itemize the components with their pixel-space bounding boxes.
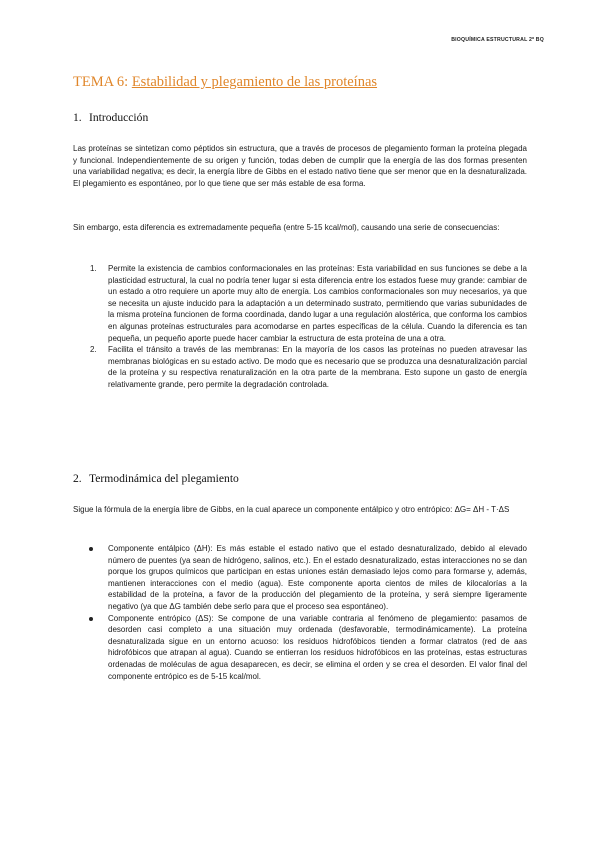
- section-1-title: Introducción: [89, 111, 149, 124]
- list-item-text: Componente entálpico (ΔH): Es más estable el estado nativo que el estado desnaturalizado, debido al elevado número de puentes (ya sean de hidrógeno, salinos, etc.). En el estado desnaturalizado, estas interacciones no se dan porque los grupos químicos que participan en estas uniones están demasiado lejos como para formarse y, además, mantienen interacciones con el medio (agua). Este componente aporta cientos de miles de kilocalorías a la estabilidad de la proteína, a favor de la producción del plegamiento de la proteína, y será siempre ligeramente negativo (ya que ΔG también debe serlo para que el proceso sea espontáneo).: [108, 544, 527, 611]
- list-item: [73, 344, 527, 390]
- section-2-paragraph-1: Sigue la fórmula de la energía libre de Gibbs, en la cual aparece un componente entálpico y otro entrópico: ΔG= ΔH - T·ΔS: [73, 505, 510, 514]
- components-list: [73, 543, 527, 682]
- list-item: [73, 543, 527, 613]
- section-1-number: 1.: [73, 111, 82, 124]
- list-item-text: Facilita el tránsito a través de las membranas: En la mayoría de los casos las proteínas no pueden atravesar las membranas biológicas en su estado activo. De modo que es necesario que se produzca una desnaturalización parcial de la proteína y su respectiva renaturalización en la otra parte de la membrana. Esto supone un gasto de energía relativamente grande, pero permite la degradación controlada.: [108, 345, 527, 389]
- page-title: [73, 74, 377, 91]
- consequences-list: [73, 263, 527, 391]
- title-topic: Estabilidad y plegamiento de las proteínas: [131, 74, 378, 90]
- list-item: [73, 263, 527, 344]
- section-1-paragraph-1: Las proteínas se sintetizan como péptidos sin estructura, que a través de procesos de plegamiento forman la proteína plegada y funcional. Independientemente de su origen y función, todas deben de cumplir que la energía de las dos formas presenten una variabilidad negativa; es decir, la energía libre de Gibbs en el estado nativo tiene que ser menor que en la desnaturalizada. El plegamiento es espontáneo, por lo que tiene que ser más estable de esa forma.: [73, 144, 527, 188]
- title-prefix: TEMA 6:: [73, 74, 129, 90]
- list-item-text: Permite la existencia de cambios conformacionales en las proteínas: Esta variabilidad en sus funciones se debe a la plasticidad estructural, la cual no podría tener lugar si esta diferencia entre los estados fuese muy grande: cambiar de un estado a otro requiere un aporte muy alto de energía. Los cambios conformacionales son muy necesarios, ya que se necesita un ajuste inducido para la adaptación a un determinado sustrato, permitiendo que varias subunidades de la misma proteína funcionen de forma coordinada, dando lugar a una regulación alostérica, que conforma los cambios en algunas proteínas estructurales para acomodarse en partes específicas de la célula. Cuando la diferencia es tan pequeña, un pequeño aporte puede hacer cambiar la estructura de esta proteína de una a otra.: [108, 264, 527, 343]
- section-2-number: 2.: [73, 472, 82, 485]
- section-1-paragraph-2: Sin embargo, esta diferencia es extremadamente pequeña (entre 5-15 kcal/mol), causando una serie de consecuencias:: [73, 223, 500, 232]
- list-item-number: 2.: [90, 345, 97, 355]
- bullet-icon: [89, 547, 93, 551]
- list-item: [73, 613, 527, 683]
- course-header: BIOQUÍMICA ESTRUCTURAL 2º BQ: [451, 37, 544, 43]
- bullet-icon: [89, 617, 93, 621]
- section-2-title: Termodinámica del plegamiento: [89, 472, 239, 485]
- list-item-number: 1.: [90, 264, 97, 273]
- list-item-text: Componente entrópico (ΔS): Se compone de una variable contraria al fenómeno de plegamiento: pasamos de desorden casi completo a una situación muy ordenada (desfavorable, termodinámicamente). La proteína desnaturalizada sigue en un entorno acuoso: los residuos hidrofóbicos tienden a formar clatratos (red de aas hidrofóbicos que atrapan al agua). Cuando se entierran los residuos hidrofóbicos en las proteínas, estas estructuras ordenadas de moléculas de agua desaparecen, es decir, se elimina el orden y se crea el desorden. El valor final del componente entrópico es de 5-15 kcal/mol.: [108, 613, 527, 681]
- section-1-heading: [73, 111, 148, 124]
- section-2-heading: [73, 472, 239, 485]
